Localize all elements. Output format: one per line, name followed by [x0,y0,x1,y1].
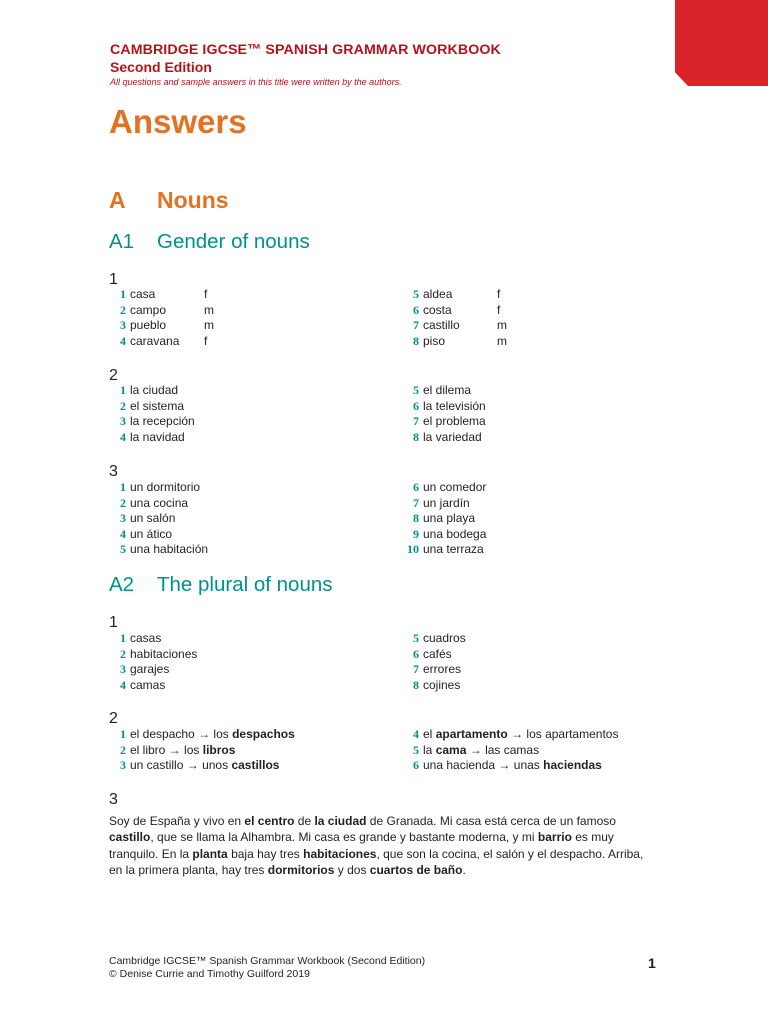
footer-copyright: © Denise Currie and Timothy Guilford 2019 [109,968,310,980]
answer-item [403,496,486,512]
arrow: → [511,727,524,741]
item-number: 8 [413,511,419,525]
bold-run: dormitorios [267,862,335,877]
exercise-number: 3 [109,463,118,480]
answer-item [403,743,618,759]
answer-item [403,727,618,743]
answer-paragraph [109,813,649,878]
section-heading-a [109,186,229,214]
item-number: 3 [120,758,126,772]
answer-item [403,678,466,694]
bold-run: la ciudad [314,814,367,828]
plural: despachos [232,727,295,741]
item-text: un jardín [423,495,470,510]
page-title: Answers [109,103,247,140]
item-text: una playa [423,511,476,525]
item-number: 5 [413,383,419,397]
answer-item [110,727,295,743]
exercise-number: 2 [109,367,118,384]
item-word: costa [423,302,452,317]
answer-item [403,647,466,663]
item-number: 6 [413,398,419,413]
answer-item [403,318,537,334]
item-number: 4 [120,429,126,444]
item-gender: m [204,302,214,317]
singular: apartamento [435,727,508,741]
item-text: una cocina [130,495,189,510]
corner-color-tab [675,0,768,86]
item-number: 7 [413,318,419,332]
answer-item [110,287,244,303]
item-number: 2 [120,742,126,757]
singular: el despacho [130,727,195,741]
item-number: 3 [120,662,126,676]
book-title: CAMBRIDGE IGCSE™ SPANISH GRAMMAR WORKBOOK [110,42,501,58]
item-text: casas [130,631,162,645]
item-text: el sistema [130,398,185,413]
item-number: 2 [120,398,126,413]
item-number: 1 [120,480,126,494]
answer-list-right [403,480,486,558]
singular: el libro [130,742,166,757]
item-number: 2 [120,646,126,661]
answer-item [110,743,295,759]
exercise-number: 2 [109,710,118,727]
answer-list-left [110,480,208,558]
answer-item [403,430,486,446]
article: los [184,742,200,757]
answer-list-right [403,631,466,693]
answer-item [403,662,466,678]
item-word: casa [130,287,156,301]
item-text: errores [423,662,462,676]
arrow: → [498,758,511,772]
answer-item [403,399,486,415]
answer-item [403,287,537,303]
footer-book-title: Cambridge IGCSE™ Spanish Grammar Workbook (Second Edition) [109,955,426,967]
article: la [423,742,433,757]
text-run: Soy de España y vivo en [109,814,245,828]
item-number: 5 [120,542,126,556]
answer-item [110,318,244,334]
item-text: el dilema [423,383,472,397]
item-text: cojines [423,677,461,692]
item-number: 3 [120,318,126,332]
item-gender: m [497,333,507,348]
bold-run: barrio [537,830,572,845]
item-number: 1 [120,383,126,397]
item-gender: f [497,287,501,301]
subsection-title: Gender of nouns [157,230,310,253]
answer-item [110,662,197,678]
item-number: 9 [413,526,419,541]
item-number: 5 [413,287,419,301]
item-number: 7 [413,495,419,510]
item-text: habitaciones [130,646,198,661]
item-word: piso [423,333,446,348]
answer-list-left [110,287,244,349]
bold-run: cuartos de baño [369,862,463,877]
answer-item [403,383,486,399]
answer-item [110,542,208,558]
singular: cama [435,742,467,757]
item-number: 6 [413,480,419,494]
answer-list-right [403,383,486,445]
book-header [110,42,501,89]
arrow: → [198,727,211,741]
article: los [213,727,229,741]
answer-list-right [403,727,618,774]
answer-item [110,383,195,399]
singular: una hacienda [423,758,496,772]
item-word: caravana [130,333,180,348]
subsection-title: The plural of nouns [157,573,333,596]
subsection-code: A2 [109,573,135,596]
item-number: 7 [413,414,419,428]
item-number: 6 [413,758,419,772]
article: el [423,727,433,741]
item-word: campo [130,302,167,317]
answer-item [403,480,486,496]
exercise-number: 1 [109,271,118,288]
article: unas [513,758,540,772]
answer-item [403,758,618,774]
answer-item [110,511,208,527]
item-text: un salón [130,511,176,525]
text-run: de [294,814,315,828]
item-number: 3 [120,414,126,428]
bold-run: planta [192,846,228,861]
section-title: Nouns [157,187,229,213]
item-text: una habitación [130,542,209,556]
plural: haciendas [543,758,602,772]
section-letter: A [109,187,126,213]
answer-item [110,631,197,647]
plural: los apartamentos [526,727,619,741]
bold-run: el centro [244,814,295,828]
item-text: la variedad [423,429,482,444]
item-number: 4 [413,727,419,741]
answer-item [110,303,244,319]
answer-item [110,678,197,694]
item-number: 4 [120,333,126,348]
answer-item [403,334,537,350]
item-number: 6 [413,646,419,661]
item-number: 7 [413,662,419,676]
item-word: castillo [423,318,460,332]
item-gender: f [204,287,208,301]
item-number: 6 [413,302,419,317]
article: unos [202,758,229,772]
answer-item [110,496,208,512]
answer-item [110,527,208,543]
exercise-number: 3 [109,791,118,808]
answer-item [110,334,244,350]
item-text: un dormitorio [130,480,201,494]
text-run: . [462,862,466,877]
answer-item [110,430,195,446]
item-text: garajes [130,662,170,676]
subsection-heading-a2 [109,572,333,598]
exercise-number: 1 [109,614,118,631]
item-text: cafés [423,646,452,661]
item-text: una terraza [423,542,484,556]
answer-item [110,399,195,415]
item-number: 2 [120,495,126,510]
item-gender: m [204,318,214,332]
item-number: 4 [120,526,126,541]
answer-item [403,511,486,527]
item-number: 3 [120,511,126,525]
item-gender: f [204,333,208,348]
item-number: 5 [413,742,419,757]
singular: un castillo [130,758,184,772]
item-number: 4 [120,677,126,692]
item-gender: m [497,318,507,332]
item-text: la televisión [423,398,486,413]
item-text: una bodega [423,526,487,541]
plural: libros [202,742,236,757]
item-text: un ático [130,526,173,541]
item-text: cuadros [423,631,466,645]
page-number: 1 [648,955,656,971]
text-run: , que se llama la Alhambra. Mi casa es grande y bastante moderna, y mi [150,830,538,845]
item-text: el problema [423,414,486,428]
item-text: un comedor [423,480,487,494]
subsection-heading-a1 [109,229,310,255]
plural: castillos [231,758,280,772]
item-number: 8 [413,677,419,692]
item-number: 10 [407,542,419,556]
answer-list-right [403,287,537,349]
item-text: la recepción [130,414,195,428]
subsection-code: A1 [109,230,135,253]
answer-item [110,480,208,496]
bold-run: habitaciones [303,846,377,861]
answer-item [110,647,197,663]
text-run: es muy tranquilo. En la [109,830,614,861]
item-text: la navidad [130,429,185,444]
text-run: , que son la cocina, el salón y el despacho. Arriba, en la primera planta, hay tres [109,846,644,877]
arrow: → [469,742,482,757]
item-gender: f [497,302,501,317]
answer-list-left [110,631,197,693]
item-number: 8 [413,333,419,348]
answer-list-left [110,383,195,445]
authorship-note: All questions and sample answers in this title were written by the authors. [110,77,402,87]
item-word: aldea [423,287,453,301]
text-run: de Granada. Mi casa está cerca de un famoso [366,814,616,828]
answer-list-left [110,727,295,774]
answer-item [403,542,486,558]
arrow: → [186,758,199,772]
item-text: camas [130,677,166,692]
answer-item [403,414,486,430]
answer-item [110,414,195,430]
item-text: la ciudad [130,383,179,397]
item-number: 1 [120,727,126,741]
plural: las camas [485,742,540,757]
arrow: → [168,742,181,757]
book-edition: Second Edition [110,59,212,75]
item-number: 2 [120,302,126,317]
text-run: y dos [334,862,370,877]
item-number: 5 [413,631,419,645]
item-number: 8 [413,429,419,444]
bold-run: castillo [109,830,151,845]
answer-item [403,631,466,647]
answer-item [403,527,486,543]
answer-item [110,758,295,774]
page-footer [109,955,425,981]
answer-item [403,303,537,319]
item-word: pueblo [130,318,167,332]
item-number: 1 [120,287,126,301]
text-run: baja hay tres [227,846,304,861]
item-number: 1 [120,631,126,645]
